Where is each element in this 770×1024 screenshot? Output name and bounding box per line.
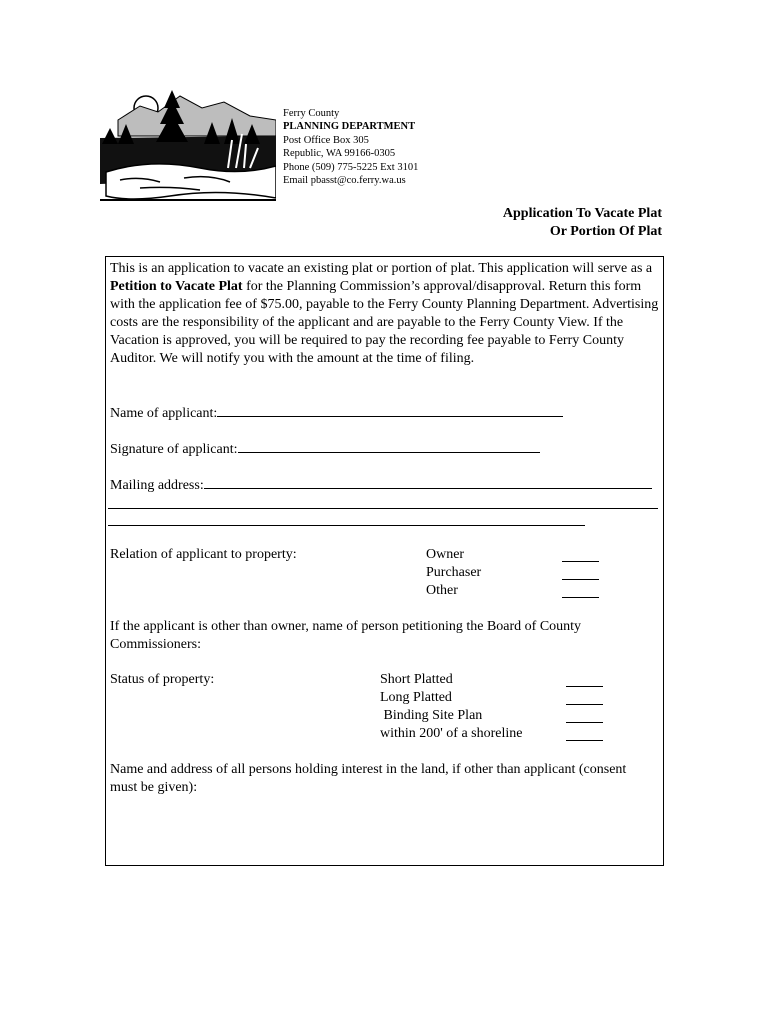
mailing-input-line-3[interactable]: [108, 525, 585, 526]
mailing-input-line-1[interactable]: [204, 475, 652, 489]
city-state: Republic, WA 99166-0305: [283, 148, 396, 160]
intro-paragraph: [110, 260, 662, 368]
intro-bold: Petition to Vacate Plat: [110, 279, 243, 294]
mailing-input-line-2[interactable]: [108, 508, 658, 509]
intro-text-2: for the Planning Commission’s approval/disapproval. Return this form with the application fee of $75.00, payable to the Ferry County Planning Department. Advertising costs are the responsibility of the applicant and are payable to the Ferry County View. If the Vacation is approved, you will be required to pay the recording fee payable to Ferry County Auditor. We will notify you with the amount at the time of filing.: [110, 279, 659, 366]
form-title: [503, 205, 662, 241]
status-binding-site-plan-label: Binding Site Plan: [380, 708, 483, 723]
signature-input-line[interactable]: [238, 439, 540, 453]
name-input-line[interactable]: [217, 403, 563, 417]
status-long-platted-blank[interactable]: [566, 704, 603, 705]
status-short-platted-label: Short Platted: [380, 672, 453, 687]
relation-purchaser-blank[interactable]: [562, 579, 599, 580]
title-line-2: Or Portion Of Plat: [549, 224, 662, 239]
status-binding-site-plan-blank[interactable]: [566, 722, 603, 723]
phone: Phone (509) 775-5225 Ext 3101: [283, 161, 419, 173]
relation-other-label: Other: [426, 583, 458, 598]
status-long-platted-label: Long Platted: [380, 690, 452, 705]
name-field[interactable]: [110, 403, 563, 423]
mailing-field[interactable]: [110, 475, 652, 495]
county-name: Ferry County: [283, 108, 340, 119]
relation-owner-label: Owner: [426, 547, 465, 562]
department-contact: [283, 107, 418, 187]
signature-field[interactable]: [110, 439, 540, 459]
interest-holders-text: Name and address of all persons holding interest in the land, if other than applicant (consent must be given):: [110, 762, 627, 795]
po-box: Post Office Box 305: [283, 134, 369, 146]
relation-owner-blank[interactable]: [562, 561, 599, 562]
relation-other-blank[interactable]: [562, 597, 599, 598]
department-name: PLANNING DEPARTMENT: [283, 121, 416, 133]
title-line-1: Application To Vacate Plat: [502, 206, 662, 221]
intro-text-1: This is an application to vacate an existing plat or portion of plat. This application will serve as a: [110, 261, 653, 276]
signature-label: Signature of applicant:: [110, 442, 238, 457]
relation-label: Relation of applicant to property:: [110, 547, 297, 562]
status-label: Status of property:: [110, 672, 215, 687]
relation-purchaser-label: Purchaser: [426, 565, 482, 580]
status-short-platted-blank[interactable]: [566, 686, 603, 687]
name-label: Name of applicant:: [110, 406, 218, 421]
ferry-county-logo: [100, 88, 276, 204]
application-form: [105, 256, 664, 866]
mailing-label: Mailing address:: [110, 478, 204, 493]
status-shoreline-label: within 200' of a shoreline: [380, 726, 523, 741]
status-shoreline-blank[interactable]: [566, 740, 603, 741]
petitioner-text: If the applicant is other than owner, name of person petitioning the Board of County Commissioners:: [110, 619, 582, 652]
email: Email pbasst@co.ferry.wa.us: [283, 175, 406, 187]
